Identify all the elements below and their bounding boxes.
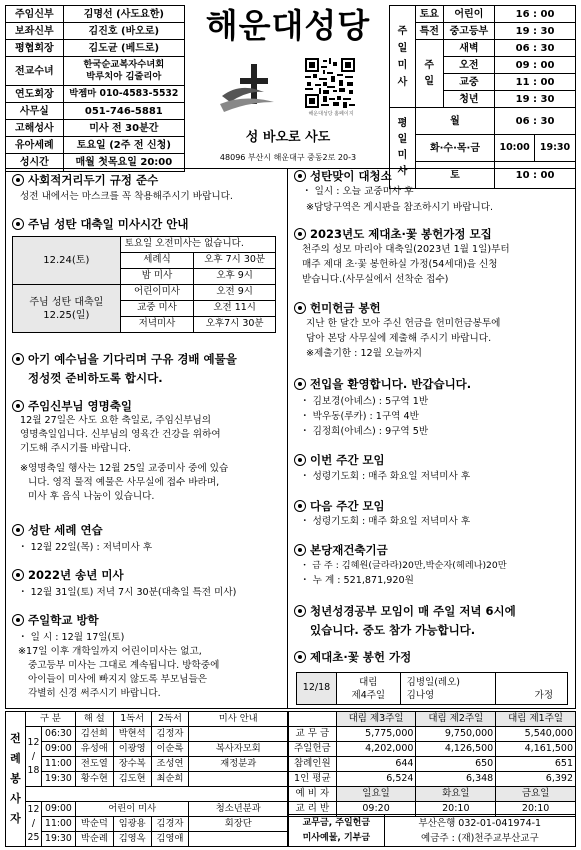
section-text: 12월 27일은 사도 요한 축일로, 주임신부님의	[20, 415, 211, 426]
section-title-text: 주일학교 방학	[28, 613, 99, 627]
server-date-part: /	[31, 818, 36, 829]
flower-week	[336, 673, 400, 705]
section-text: 중고등부 미사는 그대로 계속됩니다. 방학중에	[28, 660, 220, 671]
mass-time: 19:30	[535, 135, 576, 162]
bullet-icon	[294, 170, 306, 182]
bullet-icon	[12, 174, 24, 186]
server-cell: 조성연	[151, 757, 189, 772]
section-title-text: 성탄 세례 연습	[28, 523, 103, 537]
finance-value: 6,524	[336, 772, 416, 787]
section-text: ・ 일시 : 오늘 교중미사 후	[302, 186, 414, 197]
server-time: 19:30	[41, 832, 75, 847]
xmas-mass-name: 저녁미사	[120, 317, 194, 333]
bullet-icon	[12, 400, 24, 412]
finance-value: 4,202,000	[336, 742, 416, 757]
bullet-icon	[294, 544, 306, 556]
server-time: 11:00	[41, 757, 75, 772]
section-title	[12, 398, 132, 414]
server-cell: 김선희	[75, 727, 113, 742]
bank-label	[289, 815, 385, 847]
xmas-mass-name: 세례식	[120, 253, 194, 269]
staff-role: 성시간	[6, 154, 64, 172]
server-date	[25, 727, 41, 787]
staff-name: 박젬마 010-4583-5532	[63, 86, 184, 103]
finance-label: 참례인원	[289, 757, 337, 772]
flower-family-line: 김병일(레오)	[406, 676, 460, 688]
finance-header: 대림 제3주일	[336, 712, 416, 727]
staff-name	[63, 57, 184, 86]
server-cell: 전도열	[75, 757, 113, 772]
xmas-day-date	[13, 285, 121, 333]
section-text: ・ 12월 22일(목) : 저녁미사 후	[18, 542, 153, 553]
staff-role: 유아세례	[6, 137, 64, 154]
staff-role: 연도회장	[6, 86, 64, 103]
section-text: 니다. 영적 물적 예물은 사무실에 접수 바라며,	[28, 477, 220, 488]
section-title-text: 2022년 송년 미사	[28, 568, 124, 582]
qr-caption: 해운대성당 홈페이지	[308, 111, 354, 117]
server-cell: 회장단	[189, 817, 288, 832]
xmas-mass-time: 오전 11시	[194, 301, 276, 317]
prep-time: 09:20	[336, 802, 416, 817]
prep-label: 예 비 자	[289, 787, 337, 802]
section-text: ・ 성령기도회 : 매주 화요일 저녁미사 후	[300, 516, 471, 527]
server-cell: 재정분과	[189, 757, 288, 772]
bank-info-table	[288, 814, 576, 847]
section-text: ・ 12월 31일(토) 저녁 7시 30분(대축일 특전 미사)	[18, 587, 237, 598]
flower-week-line: 대림	[359, 676, 378, 688]
server-header: 1독서	[113, 712, 151, 727]
mass-time: 11 : 00	[495, 74, 576, 91]
section-text: 영명축일입니다. 신부님의 영육간 건강을 위하여	[20, 429, 221, 440]
finance-value: 651	[496, 757, 576, 772]
section-text: 지난 한 달간 모아 주신 헌금을 헌미헌금봉투에	[306, 318, 501, 329]
finance-value: 5,775,000	[336, 727, 416, 742]
xmas-mass-name: 밤 미사	[120, 269, 194, 285]
server-cell: 김정자	[151, 727, 189, 742]
qr-code-icon	[305, 58, 355, 108]
mass-name: 어린이	[443, 6, 494, 23]
finance-value: 6,348	[416, 772, 496, 787]
section-title-cont: 정성껏 준비하도록 합시다.	[28, 371, 163, 385]
server-time: 19:30	[41, 772, 75, 787]
patron-saint: 성 바오로 사도	[245, 130, 331, 145]
mass-name: 청년	[443, 91, 494, 108]
staff-role: 고해성사	[6, 120, 64, 137]
server-cell: 어린이 미사	[75, 802, 189, 817]
mass-time: 10:00	[495, 135, 535, 162]
section-title	[12, 172, 158, 188]
bullet-icon	[294, 651, 306, 663]
bullet-icon	[294, 605, 306, 617]
server-cell: 이광영	[113, 742, 151, 757]
staff-role: 보좌신부	[6, 23, 64, 40]
server-header: 2독서	[151, 712, 189, 727]
church-logo-icon	[218, 60, 280, 118]
section-title	[294, 649, 411, 665]
section-title-text: 본당재건축기금	[310, 543, 388, 557]
bullet-icon	[12, 218, 24, 230]
xmas-mass-time: 오후 7시 30분	[194, 253, 276, 269]
prep-label: 교 리 반	[289, 802, 337, 817]
bank-label-line: 미사예물, 기부금	[302, 832, 371, 843]
server-cell: 장수복	[113, 757, 151, 772]
section-title-text: 청년성경공부 모임이 매 주일 저녁 6시에	[310, 604, 516, 618]
staff-role: 주임신부	[6, 6, 64, 23]
finance-label: 교 무 금	[289, 727, 337, 742]
finance-value: 4,161,500	[496, 742, 576, 757]
staff-name: 김명선 (사도요한)	[63, 6, 184, 23]
finance-label: 1인 평균	[289, 772, 337, 787]
flower-family	[400, 673, 496, 705]
vchar: 미	[397, 59, 408, 71]
section-text: ・ 누 계 : 521,871,920원	[300, 575, 414, 586]
finance-header: 대림 제2주일	[416, 712, 496, 727]
server-header: 미사 안내	[189, 712, 288, 727]
server-cell: 임광용	[113, 817, 151, 832]
staff-role: 평협회장	[6, 40, 64, 57]
bullet-icon	[294, 302, 306, 314]
mass-schedule-table	[389, 5, 576, 189]
server-date-part: 18	[27, 764, 40, 776]
prep-day: 금요일	[496, 787, 576, 802]
vchar: 사	[397, 76, 408, 88]
bullet-icon	[12, 524, 24, 536]
server-date-part: 12	[27, 804, 40, 815]
bullet-icon	[12, 569, 24, 581]
finance-value: 4,126,500	[416, 742, 496, 757]
section-text: 기도해 주시기를 바랍니다.	[20, 443, 132, 454]
sunday-sub-label	[415, 40, 443, 108]
server-time: 09:00	[41, 742, 75, 757]
server-cell: 이순록	[151, 742, 189, 757]
weekday-mon: 월	[415, 108, 494, 135]
section-title	[294, 376, 471, 392]
section-title-text: 헌미헌금 봉헌	[310, 301, 381, 315]
section-text: 받습니다.(사무실에서 선착순 접수)	[302, 274, 449, 285]
staff-name: 토요일 (2주 전 신청)	[63, 137, 184, 154]
section-title-text: 아기 예수님을 기다리며 구유 경배 예물을	[28, 352, 237, 366]
mass-time: 19 : 30	[495, 91, 576, 108]
bullet-icon	[294, 228, 306, 240]
server-header: 해 설	[75, 712, 113, 727]
mass-name: 새벽	[443, 40, 494, 57]
mass-time: 10 : 00	[495, 162, 576, 189]
section-title-text: 이번 주간 모임	[310, 453, 385, 467]
xmas-day-date-text: 12.25(일)	[43, 309, 90, 321]
server-cell: 박현석	[113, 727, 151, 742]
server-cell: 김도현	[113, 772, 151, 787]
saturday-label: 토요	[415, 6, 443, 23]
xmas-eve-date: 12.24(토)	[13, 237, 121, 285]
finance-value: 9,750,000	[416, 727, 496, 742]
section-text: ・ 김보경(아녜스) : 5구역 1반	[300, 396, 429, 407]
server-date-part: /	[31, 750, 36, 762]
server-cell: 청소년분과	[189, 802, 288, 817]
section-title-text: 사회적거리두기 규정 준수	[28, 173, 159, 187]
staff-role: 사무실	[6, 103, 64, 120]
mass-name: 오전	[443, 57, 494, 74]
xmas-mass-name: 교중 미사	[120, 301, 194, 317]
section-title	[294, 300, 381, 316]
server-date-part: 12	[27, 736, 40, 748]
staff-table	[5, 5, 185, 172]
mass-time: 09 : 00	[495, 57, 576, 74]
bullet-icon	[12, 614, 24, 626]
server-cell: 김영애	[151, 832, 189, 847]
vchar: 평	[397, 118, 408, 129]
section-title-text: 제대초·꽃 봉헌 가정	[310, 650, 412, 664]
staff-role: 전교수녀	[6, 57, 64, 86]
server-time: 09:00	[41, 802, 75, 817]
mass-name: 중고등부	[443, 23, 494, 40]
server-cell: 황수현	[75, 772, 113, 787]
staff-name-line: 박루치아 김줄리아	[86, 71, 162, 82]
mass-time: 19 : 30	[495, 23, 576, 40]
mass-time: 06 : 30	[495, 108, 576, 135]
section-title	[294, 498, 385, 514]
xmas-day-title: 주님 성탄 대축일	[29, 296, 104, 308]
section-title-text: 전입을 환영합니다. 반갑습니다.	[310, 377, 472, 391]
server-cell	[189, 727, 288, 742]
server-header: 구 분	[25, 712, 75, 727]
section-text: 천주의 성모 마리아 대축일(2023년 1월 1일)부터	[302, 244, 510, 255]
section-title	[294, 168, 392, 184]
section-title	[294, 226, 492, 242]
vchar: 례	[10, 752, 21, 765]
staff-name: 051-746-5881	[63, 103, 184, 120]
server-cell: 김경자	[151, 817, 189, 832]
server-vertical-label	[6, 712, 26, 847]
bank-account-line: 예금주 : (재)천주교부산교구	[421, 832, 539, 844]
bank-label-line: 교무금, 주일헌금	[302, 817, 371, 828]
finance-header: 대림 제1주일	[496, 712, 576, 727]
server-time: 06:30	[41, 727, 75, 742]
section-text: ・ 김정희(아녜스) : 9구역 5반	[300, 426, 429, 437]
staff-name: 김도균 (베드로)	[63, 40, 184, 57]
section-text: ※제출기한 : 12월 오늘까지	[306, 348, 423, 359]
weekday-sat: 토	[415, 162, 494, 189]
staff-name: 김진호 (바오로)	[63, 23, 184, 40]
prep-day: 화요일	[416, 787, 496, 802]
section-text: ・ 일 시 : 12월 17일(토)	[18, 632, 125, 643]
server-cell	[189, 772, 288, 787]
section-title	[12, 567, 124, 583]
finance-value: 650	[416, 757, 496, 772]
flower-date: 12/18	[297, 673, 337, 705]
vchar: 사	[397, 166, 408, 177]
mass-name: 교중	[443, 74, 494, 91]
christmas-mass-table	[12, 236, 276, 333]
bank-account-line: 부산은행 032-01-041974-1	[418, 817, 542, 829]
sunday-mass-label	[390, 6, 416, 108]
vchar: 자	[10, 812, 21, 825]
server-cell: 복사자모회	[189, 742, 288, 757]
bullet-icon	[294, 378, 306, 390]
section-title	[12, 350, 237, 369]
vchar: 사	[10, 792, 21, 805]
section-text: 담아 본당 사무실에 제출해 주시기 바랍니다.	[306, 333, 492, 344]
church-title: 해운대성당	[205, 6, 371, 45]
finance-value: 644	[336, 757, 416, 772]
flower-offering-table	[296, 672, 568, 705]
section-text: 매주 제대 초·꽃 봉헌하실 가정(54세대)을 신청	[302, 259, 498, 270]
staff-name-line: 한국순교복자수녀회	[83, 59, 165, 70]
xmas-mass-time: 오후 9시	[194, 269, 276, 285]
server-date-part: 25	[27, 832, 40, 843]
finance-table	[288, 711, 576, 817]
section-title	[294, 602, 516, 621]
server-time: 11:00	[41, 817, 75, 832]
flower-family-suffix: 가정	[496, 673, 568, 705]
vchar: 일	[397, 134, 408, 145]
section-title-text: 주임신부님 영명축일	[28, 399, 132, 413]
vchar: 봉	[10, 772, 21, 785]
xmas-mass-name: 어린이미사	[120, 285, 194, 301]
server-cell	[189, 832, 288, 847]
section-title	[12, 522, 103, 538]
section-text: 각별히 신경 써주시기 바랍니다.	[28, 688, 161, 699]
section-title-text: 성탄맞이 대청소	[310, 169, 392, 183]
staff-name: 매월 첫목요일 20:00	[63, 154, 184, 172]
bank-account	[384, 815, 575, 847]
church-address: 48096 부산시 해운대구 중동2로 20-3	[219, 153, 357, 162]
special-label: 특전	[415, 23, 443, 40]
prep-day: 일요일	[336, 787, 416, 802]
prep-time: 20:10	[416, 802, 496, 817]
vchar: 일	[424, 75, 435, 87]
server-cell: 유성애	[75, 742, 113, 757]
section-title-text: 2023년도 제대초·꽃 봉헌가정 모집	[310, 227, 492, 241]
flower-week-line: 제4주일	[351, 689, 386, 701]
section-text: 성전 내에서는 마스크를 꼭 착용해주시기 바랍니다.	[20, 191, 233, 202]
finance-label: 주일헌금	[289, 742, 337, 757]
finance-value: 6,392	[496, 772, 576, 787]
section-text: ※영명축일 행사는 12월 25일 교중미사 중에 있습	[20, 463, 229, 474]
section-text: ・ 성령기도회 : 매주 화요일 저녁미사 후	[300, 471, 471, 482]
section-text: 아이들이 미사에 빠지지 않도록 부모님들은	[28, 674, 208, 685]
section-text: ※담당구역은 게시판을 참조하시기 바랍니다.	[306, 202, 494, 213]
server-cell: 박순덕	[75, 817, 113, 832]
section-title	[12, 612, 99, 628]
section-title	[294, 542, 388, 558]
vchar: 주	[397, 25, 408, 37]
bullet-icon	[12, 353, 24, 365]
vchar: 전	[10, 732, 21, 745]
server-cell: 김영옥	[113, 832, 151, 847]
finance-corner	[289, 712, 337, 727]
section-title	[12, 216, 188, 232]
server-cell: 최순희	[151, 772, 189, 787]
server-spacer	[25, 787, 287, 802]
section-title	[294, 452, 385, 468]
finance-value: 5,540,000	[496, 727, 576, 742]
section-title-text: 주님 성탄 대축일 미사시간 안내	[28, 217, 189, 231]
section-text: ※17일 이후 개학일까지 어린이미사는 없고,	[18, 646, 202, 657]
vchar: 주	[424, 59, 435, 71]
liturgy-server-table	[5, 711, 288, 847]
vchar: 일	[397, 42, 408, 54]
server-date	[25, 802, 41, 847]
flower-family-line: 김나영	[406, 689, 435, 701]
vchar: 미	[397, 150, 408, 161]
section-text: ・ 박우동(루카) : 1구역 4반	[300, 411, 419, 422]
section-text: 미사 후 음식 나눔이 있습니다.	[28, 491, 155, 502]
section-title-cont: 있습니다. 중도 참가 가능합니다.	[310, 623, 476, 637]
xmas-notice: 토요일 오전미사는 없습니다.	[120, 237, 275, 253]
mass-time: 06 : 30	[495, 40, 576, 57]
server-cell: 박순례	[75, 832, 113, 847]
xmas-mass-time: 오후7시 30분	[194, 317, 276, 333]
weekday-tue-fri: 화·수·목·금	[415, 135, 494, 162]
xmas-mass-time: 오전 9시	[194, 285, 276, 301]
prep-time: 20:10	[496, 802, 576, 817]
column-divider	[287, 168, 288, 709]
bullet-icon	[294, 500, 306, 512]
bullet-icon	[294, 454, 306, 466]
section-text: ・ 금 주 : 김혜원(글라라)20만,박순자(헤레나)20만	[300, 560, 507, 571]
section-title-text: 다음 주간 모임	[310, 499, 385, 513]
staff-name: 미사 전 30분간	[63, 120, 184, 137]
mass-time: 16 : 00	[495, 6, 576, 23]
